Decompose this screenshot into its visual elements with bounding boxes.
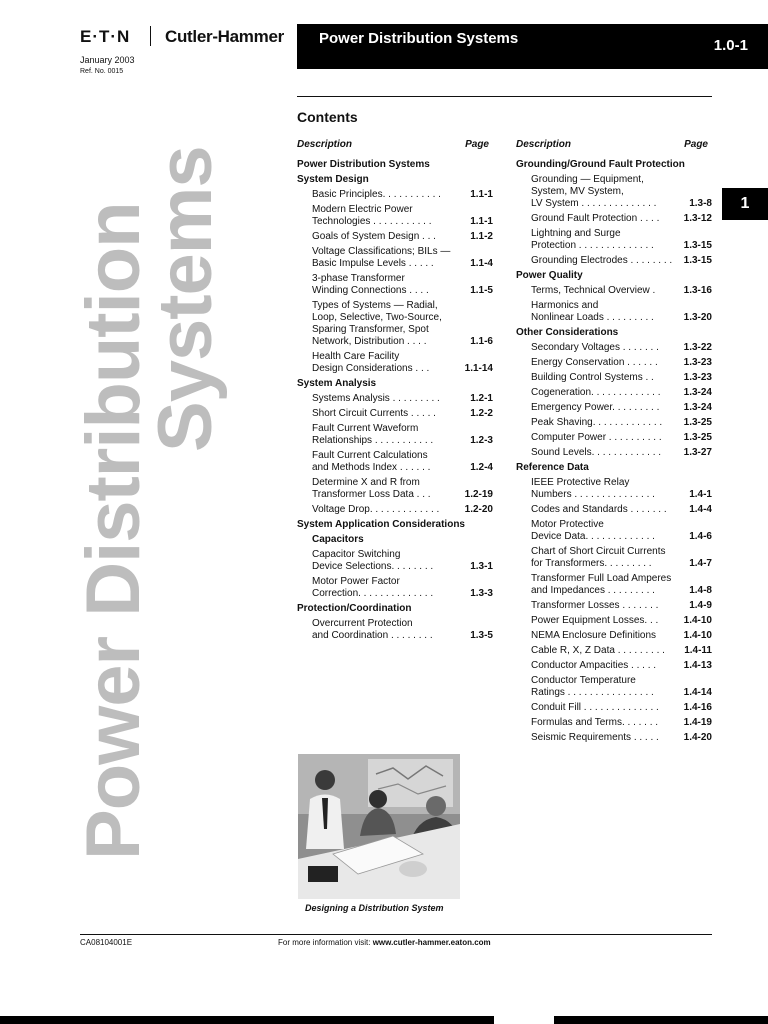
toc-section-heading: Grounding/Ground Fault Protection	[516, 159, 685, 170]
column-header	[297, 139, 493, 156]
toc-entry-description: Secondary Voltages . . . . . . .	[531, 342, 659, 353]
toc-entry	[516, 630, 712, 642]
toc-entry-description: 3-phase Transformer Winding Connections . . . .	[312, 273, 429, 296]
toc-entry-page: 1.2-2	[470, 408, 493, 419]
toc-entry-description: IEEE Protective Relay Numbers . . . . . . . . . . . . . . .	[531, 477, 655, 500]
toc-entry-page: 1.1-2	[470, 231, 493, 242]
toc-entry	[516, 342, 712, 354]
toc-entry	[516, 732, 712, 744]
toc-entry-page: 1.3-12	[683, 213, 712, 224]
catalog-number: CA08104001E	[80, 938, 133, 947]
toc-entry	[297, 204, 493, 228]
header-bar	[297, 24, 768, 69]
toc-entry-description: Codes and Standards . . . . . . .	[531, 504, 667, 515]
toc-entry	[516, 447, 712, 459]
toc-entry	[516, 285, 712, 297]
toc-entry-page: 1.2-20	[464, 504, 493, 515]
toc-entry-page: 1.4-11	[684, 645, 712, 656]
description-header: Description	[297, 139, 353, 150]
toc-entry-description: Modern Electric Power Technologies . . . . . . . . . . .	[312, 204, 432, 227]
toc-entry-description: Short Circuit Currents . . . . .	[312, 408, 436, 419]
toc-entry-page: 1.4-1	[689, 489, 712, 500]
toc-entry	[516, 519, 712, 543]
toc-entry	[516, 675, 712, 699]
toc-entry	[516, 255, 712, 267]
toc-entry-description: Formulas and Terms. . . . . . .	[531, 717, 659, 728]
toc-entry-page: 1.3-15	[683, 240, 712, 251]
toc-entry-page: 1.3-5	[470, 630, 493, 641]
toc-entry-description: Basic Principles. . . . . . . . . . .	[312, 189, 441, 200]
visit-prefix: For more information visit:	[278, 938, 373, 947]
toc-entry-page: 1.3-24	[683, 402, 712, 413]
toc-entry	[297, 351, 493, 375]
page-header: Page	[684, 139, 708, 150]
toc-entry-description: Determine X and R from Transformer Loss Data . . .	[312, 477, 431, 500]
toc-entry-page: 1.4-6	[689, 531, 712, 542]
toc-entry	[516, 402, 712, 414]
bottom-rule	[80, 934, 712, 935]
toc-entry-description: Grounding — Equipment, System, MV System, LV System . . . . . . . . . . . . . .	[531, 174, 657, 209]
toc-entry-description: Seismic Requirements . . . . .	[531, 732, 659, 743]
toc-entry	[516, 372, 712, 384]
toc-section-heading: Power Quality	[516, 270, 583, 281]
toc-entry-page: 1.1-14	[464, 363, 493, 374]
toc-entry-page: 1.4-7	[689, 558, 712, 569]
toc-entry-description: Voltage Classifications; BILs — Basic Impulse Levels . . . . .	[312, 246, 451, 269]
toc-entry-page: 1.4-13	[683, 660, 712, 671]
toc-section-heading: System Analysis	[297, 378, 377, 389]
toc-entry-page: 1.3-1	[470, 561, 493, 572]
brand-name: Cutler-Hammer	[165, 27, 284, 46]
brand-separator	[150, 26, 151, 46]
toc-entry	[297, 549, 493, 573]
toc-entry-description: Conductor Ampacities . . . . .	[531, 660, 657, 671]
toc-section-heading: System Application Considerations	[297, 519, 465, 530]
vertical-title-line1: Power Distribution	[71, 202, 156, 860]
toc-entry	[297, 450, 493, 474]
toc-entry-page: 1.3-25	[683, 417, 712, 428]
toc-entry-description: Health Care Facility Design Considerations . . .	[312, 351, 430, 374]
eaton-logo: E·T·N	[80, 27, 131, 46]
toc-entry-description: Goals of System Design . . .	[312, 231, 436, 242]
toc-entry-page: 1.3-16	[683, 285, 712, 296]
toc-entry	[297, 408, 493, 420]
toc-entry-description: Chart of Short Circuit Currents for Transformers. . . . . . . . .	[531, 546, 666, 569]
page-number: 1.0-1	[713, 37, 748, 54]
toc-entry	[297, 189, 493, 201]
toc-entry	[516, 573, 712, 597]
toc-entry	[297, 618, 493, 642]
toc-entry-description: Motor Protective Device Data. . . . . . . . . . . . .	[531, 519, 655, 542]
toc-entry-description: Fault Current Calculations and Methods Index . . . . . .	[312, 450, 431, 473]
toc-entry-description: Motor Power Factor Correction. . . . . . . . . . . . . .	[312, 576, 434, 599]
toc-entry-description: Harmonics and Nonlinear Loads . . . . . . . . .	[531, 300, 654, 323]
toc-entry-page: 1.1-4	[470, 258, 493, 269]
toc-entry-page: 1.2-3	[470, 435, 493, 446]
toc-entry-description: Computer Power . . . . . . . . . .	[531, 432, 662, 443]
toc-entry	[516, 645, 712, 657]
toc-entry-description: Transformer Losses . . . . . . .	[531, 600, 659, 611]
toc-entry-page: 1.2-1	[470, 393, 493, 404]
toc-entry-page: 1.1-5	[470, 285, 493, 296]
toc-entry-description: Voltage Drop. . . . . . . . . . . . .	[312, 504, 440, 515]
toc-entry-page: 1.3-8	[689, 198, 712, 209]
toc-entry-description: Conduit Fill . . . . . . . . . . . . . .	[531, 702, 659, 713]
toc-entry-description: Types of Systems — Radial, Loop, Selective, Two-Source, Sparing Transformer, Spot Network, Distribution . . . .	[312, 300, 442, 347]
toc-entry-page: 1.3-27	[683, 447, 712, 458]
toc-entry	[516, 213, 712, 225]
toc-entry-description: Power Equipment Losses. . .	[531, 615, 659, 626]
toc-entry	[516, 600, 712, 612]
footer-visit-text	[278, 938, 491, 947]
toc-entry	[297, 423, 493, 447]
toc-entry-page: 1.3-25	[683, 432, 712, 443]
toc-entry-description: Lightning and Surge Protection . . . . . . . . . . . . . .	[531, 228, 654, 251]
toc-entry-page: 1.2-19	[464, 489, 493, 500]
toc-entry-page: 1.3-22	[683, 342, 712, 353]
toc-entry-page: 1.4-8	[689, 585, 712, 596]
toc-entry-page: 1.3-3	[470, 588, 493, 599]
bottom-bar	[0, 1016, 768, 1024]
toc-entry-page: 1.4-16	[683, 702, 712, 713]
toc-entry-description: Systems Analysis . . . . . . . . .	[312, 393, 440, 404]
toc-entry	[516, 387, 712, 399]
toc-entry-description: Building Control Systems . .	[531, 372, 654, 383]
toc-entry-page: 1.2-4	[470, 462, 493, 473]
bottom-logo-mark	[494, 1016, 554, 1024]
toc-entry-page: 1.3-23	[683, 357, 712, 368]
toc-entry	[297, 393, 493, 405]
column-header	[516, 139, 712, 156]
toc-entry	[297, 273, 493, 297]
toc-entry	[297, 300, 493, 348]
toc-entry	[516, 615, 712, 627]
toc-entry-page: 1.3-23	[683, 372, 712, 383]
toc-subsection-heading: Capacitors	[312, 534, 364, 545]
toc-entry-page: 1.3-15	[683, 255, 712, 266]
meeting-photo-image	[298, 754, 460, 899]
toc-entry	[297, 477, 493, 501]
reference-number: Ref. No. 0015	[80, 68, 124, 75]
toc-entry-page: 1.3-24	[683, 387, 712, 398]
toc-entry	[297, 576, 493, 600]
toc-section-heading: System Design	[297, 174, 369, 185]
toc-entry-description: Ground Fault Protection . . . .	[531, 213, 660, 224]
toc-section-heading: Reference Data	[516, 462, 589, 473]
toc-entry-description: NEMA Enclosure Definitions	[531, 630, 657, 641]
toc-entry	[297, 231, 493, 243]
toc-entry	[297, 246, 493, 270]
toc-entry	[516, 357, 712, 369]
toc-entry	[516, 228, 712, 252]
contents-column-left	[297, 139, 493, 642]
meeting-photo	[298, 754, 460, 899]
toc-entry-description: Overcurrent Protection and Coordination . . . . . . . .	[312, 618, 433, 641]
toc-entry-page: 1.1-6	[470, 336, 493, 347]
toc-entry	[516, 300, 712, 324]
toc-entry-page: 1.3-20	[683, 312, 712, 323]
toc-entry-description: Conductor Temperature Ratings . . . . . . . . . . . . . . . .	[531, 675, 654, 698]
photo-caption: Designing a Distribution System	[305, 903, 444, 913]
website-link[interactable]: www.cutler-hammer.eaton.com	[372, 938, 491, 947]
toc-entry	[516, 417, 712, 429]
toc-entry	[516, 432, 712, 444]
toc-entry-description: Capacitor Switching Device Selections. . . . . . . .	[312, 549, 434, 572]
toc-entry	[516, 546, 712, 570]
toc-entry-page: 1.4-10	[683, 615, 712, 626]
toc-entry	[516, 660, 712, 672]
toc-entry-page: 1.4-14	[683, 687, 712, 698]
toc-entry	[516, 477, 712, 501]
toc-entry	[516, 702, 712, 714]
toc-entry-description: Sound Levels. . . . . . . . . . . . .	[531, 447, 662, 458]
description-header: Description	[516, 139, 572, 150]
toc-entry-page: 1.4-4	[689, 504, 712, 515]
toc-section-heading: Other Considerations	[516, 327, 619, 338]
toc-entry-description: Transformer Full Load Amperes and Impedances . . . . . . . . .	[531, 573, 672, 596]
issue-date: January 2003	[80, 55, 135, 65]
toc-entry	[297, 504, 493, 516]
toc-entry-description: Emergency Power. . . . . . . . .	[531, 402, 660, 413]
toc-entry-description: Terms, Technical Overview .	[531, 285, 656, 296]
document-title: Power Distribution Systems	[319, 30, 519, 47]
toc-entry-description: Cable R, X, Z Data . . . . . . . . .	[531, 645, 665, 656]
toc-entry-description: Fault Current Waveform Relationships . . . . . . . . . . .	[312, 423, 434, 446]
toc-entry-description: Cogeneration. . . . . . . . . . . . .	[531, 387, 661, 398]
toc-entry-page: 1.1-1	[470, 189, 493, 200]
contents-heading: Contents	[297, 109, 358, 125]
toc-entry	[516, 174, 712, 210]
toc-entry-description: Energy Conservation . . . . . .	[531, 357, 658, 368]
toc-section-heading: Power Distribution Systems	[297, 159, 430, 170]
section-tab: 1	[722, 188, 768, 220]
toc-entry-page: 1.4-20	[683, 732, 712, 743]
toc-entry-page: 1.1-1	[470, 216, 493, 227]
contents-column-right	[516, 139, 712, 744]
toc-section-heading: Protection/Coordination	[297, 603, 412, 614]
toc-entry-page: 1.4-9	[689, 600, 712, 611]
toc-entry-description: Peak Shaving. . . . . . . . . . . . .	[531, 417, 663, 428]
toc-entry-page: 1.4-19	[683, 717, 712, 728]
toc-entry	[516, 504, 712, 516]
toc-entry	[516, 717, 712, 729]
toc-entry-description: Grounding Electrodes . . . . . . . .	[531, 255, 673, 266]
toc-entry-page: 1.4-10	[683, 630, 712, 641]
vertical-title-line2: Systems	[143, 146, 228, 452]
top-rule	[297, 96, 712, 97]
page-header: Page	[465, 139, 489, 150]
